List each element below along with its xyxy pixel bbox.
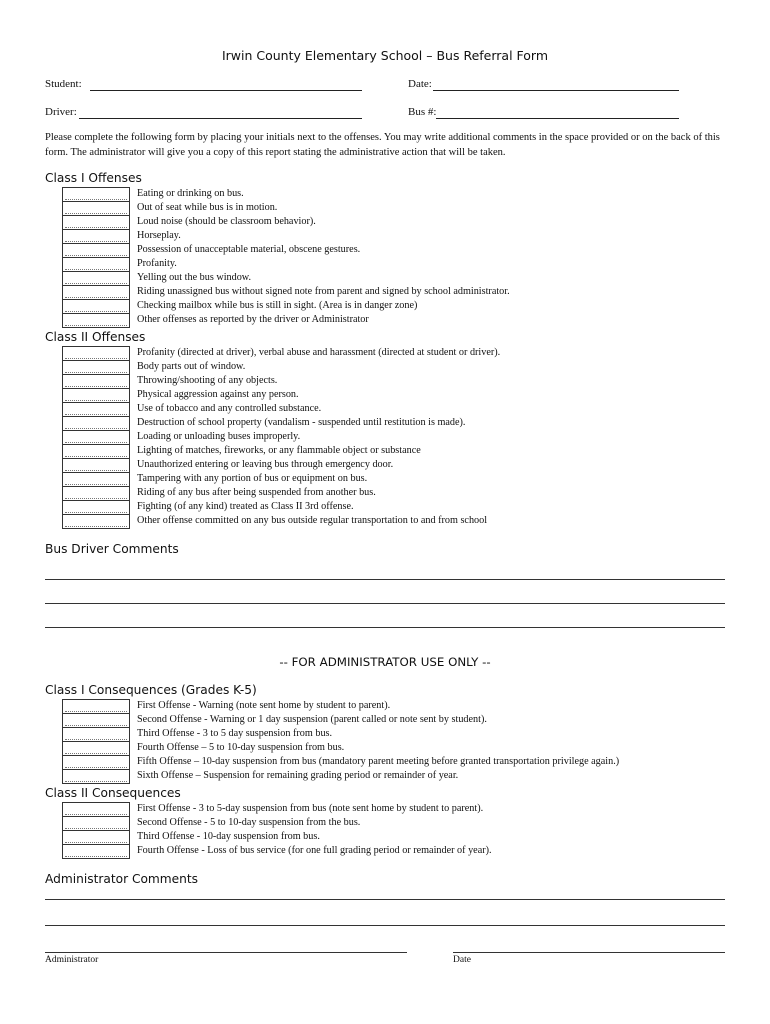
initials-box[interactable] <box>62 299 130 313</box>
initials-box[interactable] <box>62 313 130 328</box>
initials-box[interactable] <box>62 346 130 360</box>
administrator-use-only-banner: -- FOR ADMINISTRATOR USE ONLY -- <box>279 655 491 669</box>
administrator-signature-label: Administrator <box>45 955 99 965</box>
initials-box[interactable] <box>62 472 130 486</box>
checklist-row <box>62 514 732 528</box>
date-label: Date: <box>408 78 432 90</box>
checklist-row <box>62 285 732 299</box>
initials-box[interactable] <box>62 769 130 784</box>
checklist-row <box>62 699 732 713</box>
checklist-row <box>62 444 732 458</box>
checklist-item-text: Possession of unacceptable material, obscene gestures. <box>137 244 361 255</box>
initials-box[interactable] <box>62 285 130 299</box>
checklist-row <box>62 257 732 271</box>
checklist-item-text: Loading or unloading buses improperly. <box>137 431 301 442</box>
initials-box[interactable] <box>62 844 130 859</box>
checklist-item-text: Unauthorized entering or leaving bus through emergency door. <box>137 459 394 470</box>
driver-comment-line[interactable] <box>45 579 725 580</box>
checklist-row <box>62 388 732 402</box>
checklist-row <box>62 802 732 816</box>
checklist-row <box>62 727 732 741</box>
initials-box[interactable] <box>62 713 130 727</box>
checklist-item-text: Third Offense - 10-day suspension from bus. <box>137 831 320 842</box>
checklist-row <box>62 243 732 257</box>
checklist-item-text: First Offense - Warning (note sent home by student to parent). <box>137 700 391 711</box>
checklist-row <box>62 374 732 388</box>
checklist-item-text: Other offenses as reported by the driver or Administrator <box>137 314 369 325</box>
checklist-row <box>62 844 732 858</box>
initials-box[interactable] <box>62 402 130 416</box>
checklist-item-text: Fourth Offense – 5 to 10-day suspension from bus. <box>137 742 345 753</box>
checklist-item-text: Lighting of matches, fireworks, or any flammable object or substance <box>137 445 421 456</box>
signature-date-line[interactable] <box>453 952 725 953</box>
checklist-row <box>62 360 732 374</box>
initials-box[interactable] <box>62 458 130 472</box>
driver-comment-line[interactable] <box>45 627 725 628</box>
initials-box[interactable] <box>62 374 130 388</box>
student-field[interactable] <box>90 90 362 91</box>
initials-box[interactable] <box>62 755 130 769</box>
student-label: Student: <box>45 78 82 90</box>
initials-box[interactable] <box>62 514 130 529</box>
initials-box[interactable] <box>62 699 130 713</box>
checklist-row <box>62 741 732 755</box>
initials-box[interactable] <box>62 243 130 257</box>
initials-box[interactable] <box>62 816 130 830</box>
checklist-row <box>62 755 732 769</box>
checklist-row <box>62 313 732 327</box>
checklist-item-text: Fifth Offense – 10-day suspension from bus (mandatory parent meeting before granted transportation privilege again.) <box>137 756 620 767</box>
checklist-row <box>62 816 732 830</box>
checklist-row <box>62 402 732 416</box>
class2-offenses-heading: Class II Offenses <box>45 330 146 344</box>
checklist-row <box>62 416 732 430</box>
checklist-item-text: Destruction of school property (vandalism - suspended until restitution is made). <box>137 417 466 428</box>
admin-comments-heading: Administrator Comments <box>45 872 199 886</box>
initials-box[interactable] <box>62 229 130 243</box>
initials-box[interactable] <box>62 360 130 374</box>
initials-box[interactable] <box>62 388 130 402</box>
checklist-item-text: Out of seat while bus is in motion. <box>137 202 278 213</box>
checklist-row <box>62 430 732 444</box>
checklist-item-text: Fighting (of any kind) treated as Class II 3rd offense. <box>137 501 354 512</box>
class1-consequences-list <box>62 699 732 783</box>
checklist-item-text: Physical aggression against any person. <box>137 389 299 400</box>
checklist-row <box>62 215 732 229</box>
bus-number-field[interactable] <box>436 118 679 119</box>
checklist-item-text: Tampering with any portion of bus or equipment on bus. <box>137 473 368 484</box>
checklist-row <box>62 299 732 313</box>
initials-box[interactable] <box>62 201 130 215</box>
bus-number-label: Bus #: <box>408 106 437 118</box>
driver-field[interactable] <box>79 118 362 119</box>
checklist-item-text: Third Offense - 3 to 5 day suspension from bus. <box>137 728 333 739</box>
checklist-row <box>62 500 732 514</box>
driver-comments-heading: Bus Driver Comments <box>45 542 179 556</box>
signature-date-label: Date <box>453 955 471 965</box>
checklist-item-text: Sixth Offense – Suspension for remaining grading period or remainder of year. <box>137 770 459 781</box>
checklist-row <box>62 830 732 844</box>
checklist-item-text: Second Offense - Warning or 1 day suspension (parent called or note sent by student). <box>137 714 487 725</box>
checklist-item-text: First Offense - 3 to 5-day suspension from bus (note sent home by student to parent). <box>137 803 484 814</box>
initials-box[interactable] <box>62 741 130 755</box>
initials-box[interactable] <box>62 444 130 458</box>
initials-box[interactable] <box>62 430 130 444</box>
checklist-item-text: Body parts out of window. <box>137 361 246 372</box>
initials-box[interactable] <box>62 257 130 271</box>
checklist-item-text: Loud noise (should be classroom behavior). <box>137 216 316 227</box>
checklist-row <box>62 713 732 727</box>
checklist-row <box>62 458 732 472</box>
initials-box[interactable] <box>62 802 130 816</box>
class2-consequences-list <box>62 802 732 858</box>
driver-label: Driver: <box>45 106 77 118</box>
checklist-item-text: Second Offense - 5 to 10-day suspension from the bus. <box>137 817 361 828</box>
checklist-item-text: Use of tobacco and any controlled substance. <box>137 403 322 414</box>
checklist-item-text: Checking mailbox while bus is still in sight. (Area is in danger zone) <box>137 300 418 311</box>
checklist-item-text: Throwing/shooting of any objects. <box>137 375 278 386</box>
checklist-item-text: Eating or drinking on bus. <box>137 188 244 199</box>
checklist-row <box>62 201 732 215</box>
checklist-item-text: Fourth Offense - Loss of bus service (for one full grading period or remainder of year). <box>137 845 492 856</box>
checklist-row <box>62 187 732 201</box>
admin-comment-line[interactable] <box>45 925 725 926</box>
checklist-item-text: Horseplay. <box>137 230 181 241</box>
checklist-row <box>62 472 732 486</box>
checklist-item-text: Riding of any bus after being suspended from another bus. <box>137 487 376 498</box>
form-title: Irwin County Elementary School – Bus Referral Form <box>221 48 549 63</box>
class2-offenses-list <box>62 346 732 528</box>
checklist-item-text: Other offense committed on any bus outside regular transportation to and from school <box>137 515 488 526</box>
checklist-item-text: Riding unassigned bus without signed note from parent and signed by school administrator. <box>137 286 510 297</box>
checklist-row <box>62 229 732 243</box>
initials-box[interactable] <box>62 187 130 201</box>
class2-consequences-heading: Class II Consequences <box>45 786 181 800</box>
class1-consequences-heading: Class I Consequences (Grades K-5) <box>45 683 257 697</box>
initials-box[interactable] <box>62 416 130 430</box>
admin-comment-line[interactable] <box>45 899 725 900</box>
checklist-item-text: Yelling out the bus window. <box>137 272 252 283</box>
instructions-text: Please complete the following form by placing your initials next to the offenses. You may write additional comments in the space provided or on the back of this form. The administrator will give you a copy of this report stating the administrative action that will be taken. <box>45 132 720 158</box>
checklist-row <box>62 769 732 783</box>
checklist-row <box>62 271 732 285</box>
checklist-row <box>62 486 732 500</box>
checklist-item-text: Profanity (directed at driver), verbal abuse and harassment (directed at student or driver). <box>137 347 501 358</box>
initials-box[interactable] <box>62 500 130 514</box>
initials-box[interactable] <box>62 830 130 844</box>
class1-offenses-list <box>62 187 732 327</box>
initials-box[interactable] <box>62 271 130 285</box>
administrator-signature-line[interactable] <box>45 952 407 953</box>
checklist-row <box>62 346 732 360</box>
initials-box[interactable] <box>62 486 130 500</box>
class1-offenses-heading: Class I Offenses <box>45 171 142 185</box>
initials-box[interactable] <box>62 215 130 229</box>
initials-box[interactable] <box>62 727 130 741</box>
checklist-item-text: Profanity. <box>137 258 177 269</box>
date-field[interactable] <box>433 90 679 91</box>
driver-comment-line[interactable] <box>45 603 725 604</box>
